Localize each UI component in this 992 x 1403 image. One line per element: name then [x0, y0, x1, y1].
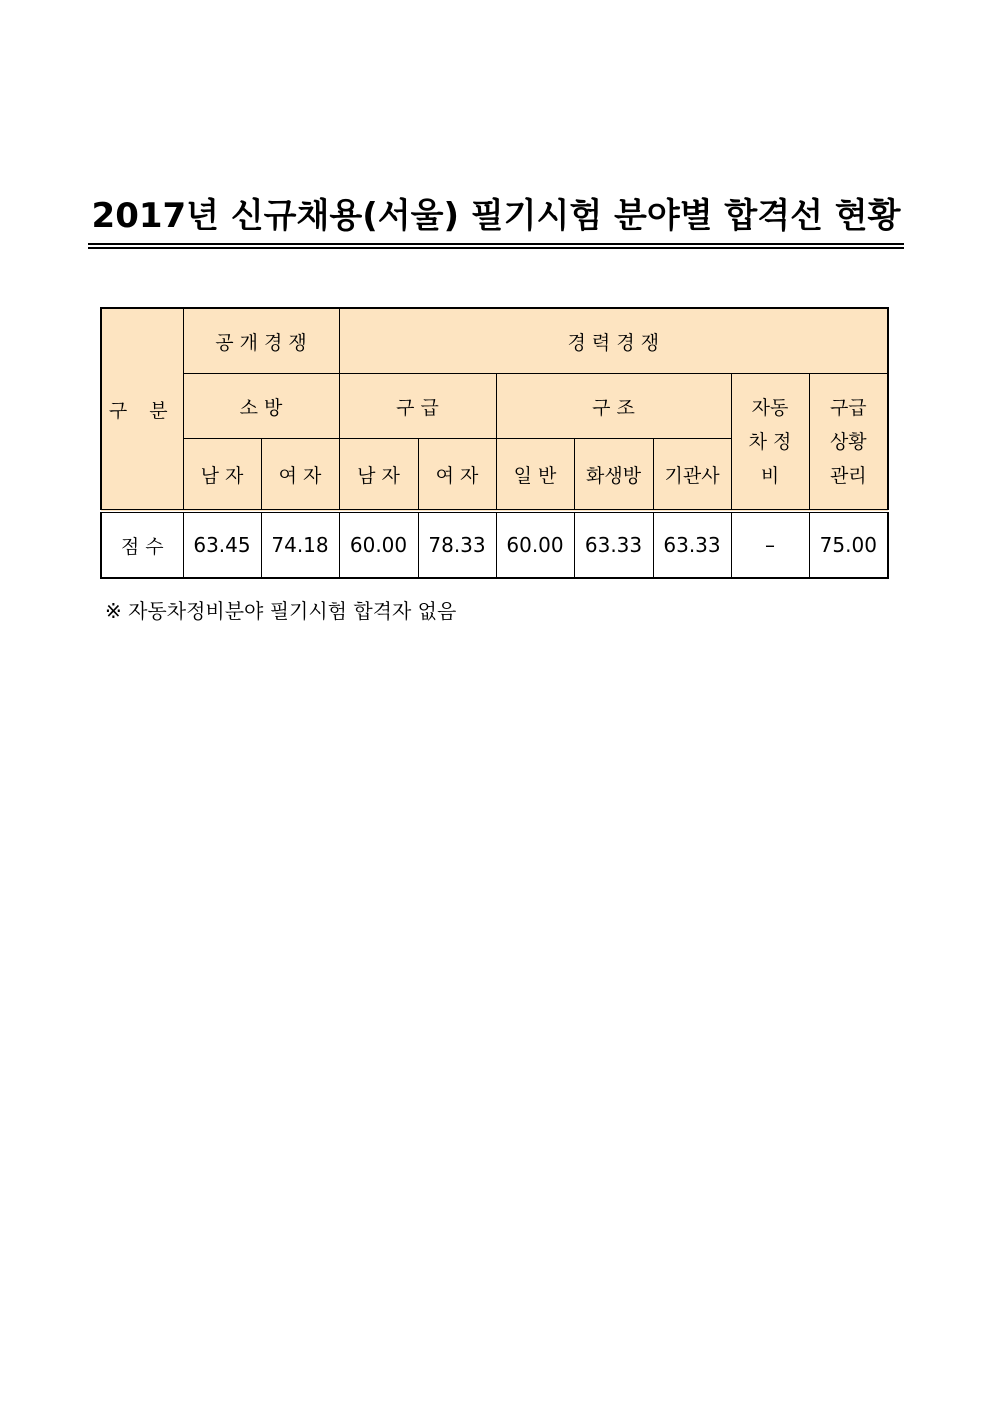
col-fire-male: 남 자 — [183, 439, 261, 512]
row-label: 점 수 — [101, 511, 183, 578]
score-cell: 63.33 — [653, 511, 731, 578]
col-ems-female: 여 자 — [418, 439, 496, 512]
header-auto-maintenance: 자동차 정비 — [731, 374, 809, 512]
score-cell: 75.00 — [809, 511, 888, 578]
col-chemical: 화생방 — [574, 439, 653, 512]
score-cell: – — [731, 511, 809, 578]
title-wrap — [0, 188, 992, 245]
col-general: 일 반 — [496, 439, 574, 512]
table-row — [101, 511, 888, 578]
score-cell: 78.33 — [418, 511, 496, 578]
score-cell: 60.00 — [496, 511, 574, 578]
score-cell: 74.18 — [261, 511, 339, 578]
col-fire-female: 여 자 — [261, 439, 339, 512]
header-fire: 소 방 — [183, 374, 339, 439]
footnote: ※ 자동차정비분야 필기시험 합격자 없음 — [105, 599, 457, 623]
score-cell: 63.33 — [574, 511, 653, 578]
score-cell: 60.00 — [339, 511, 418, 578]
header-open-competition: 공 개 경 쟁 — [183, 308, 339, 374]
score-cell: 63.45 — [183, 511, 261, 578]
score-table — [100, 307, 889, 579]
col-ems-male: 남 자 — [339, 439, 418, 512]
col-engineer: 기관사 — [653, 439, 731, 512]
header-rescue-ems: 구 급 — [339, 374, 496, 439]
page-title: 2017년 신규채용(서울) 필기시험 분야별 합격선 현황 — [88, 188, 905, 245]
corner-cell: 구 분 — [101, 308, 183, 511]
header-rescue: 구 조 — [496, 374, 731, 439]
header-ems-control: 구급 상황 관리 — [809, 374, 888, 512]
header-career-competition: 경 력 경 쟁 — [339, 308, 888, 374]
